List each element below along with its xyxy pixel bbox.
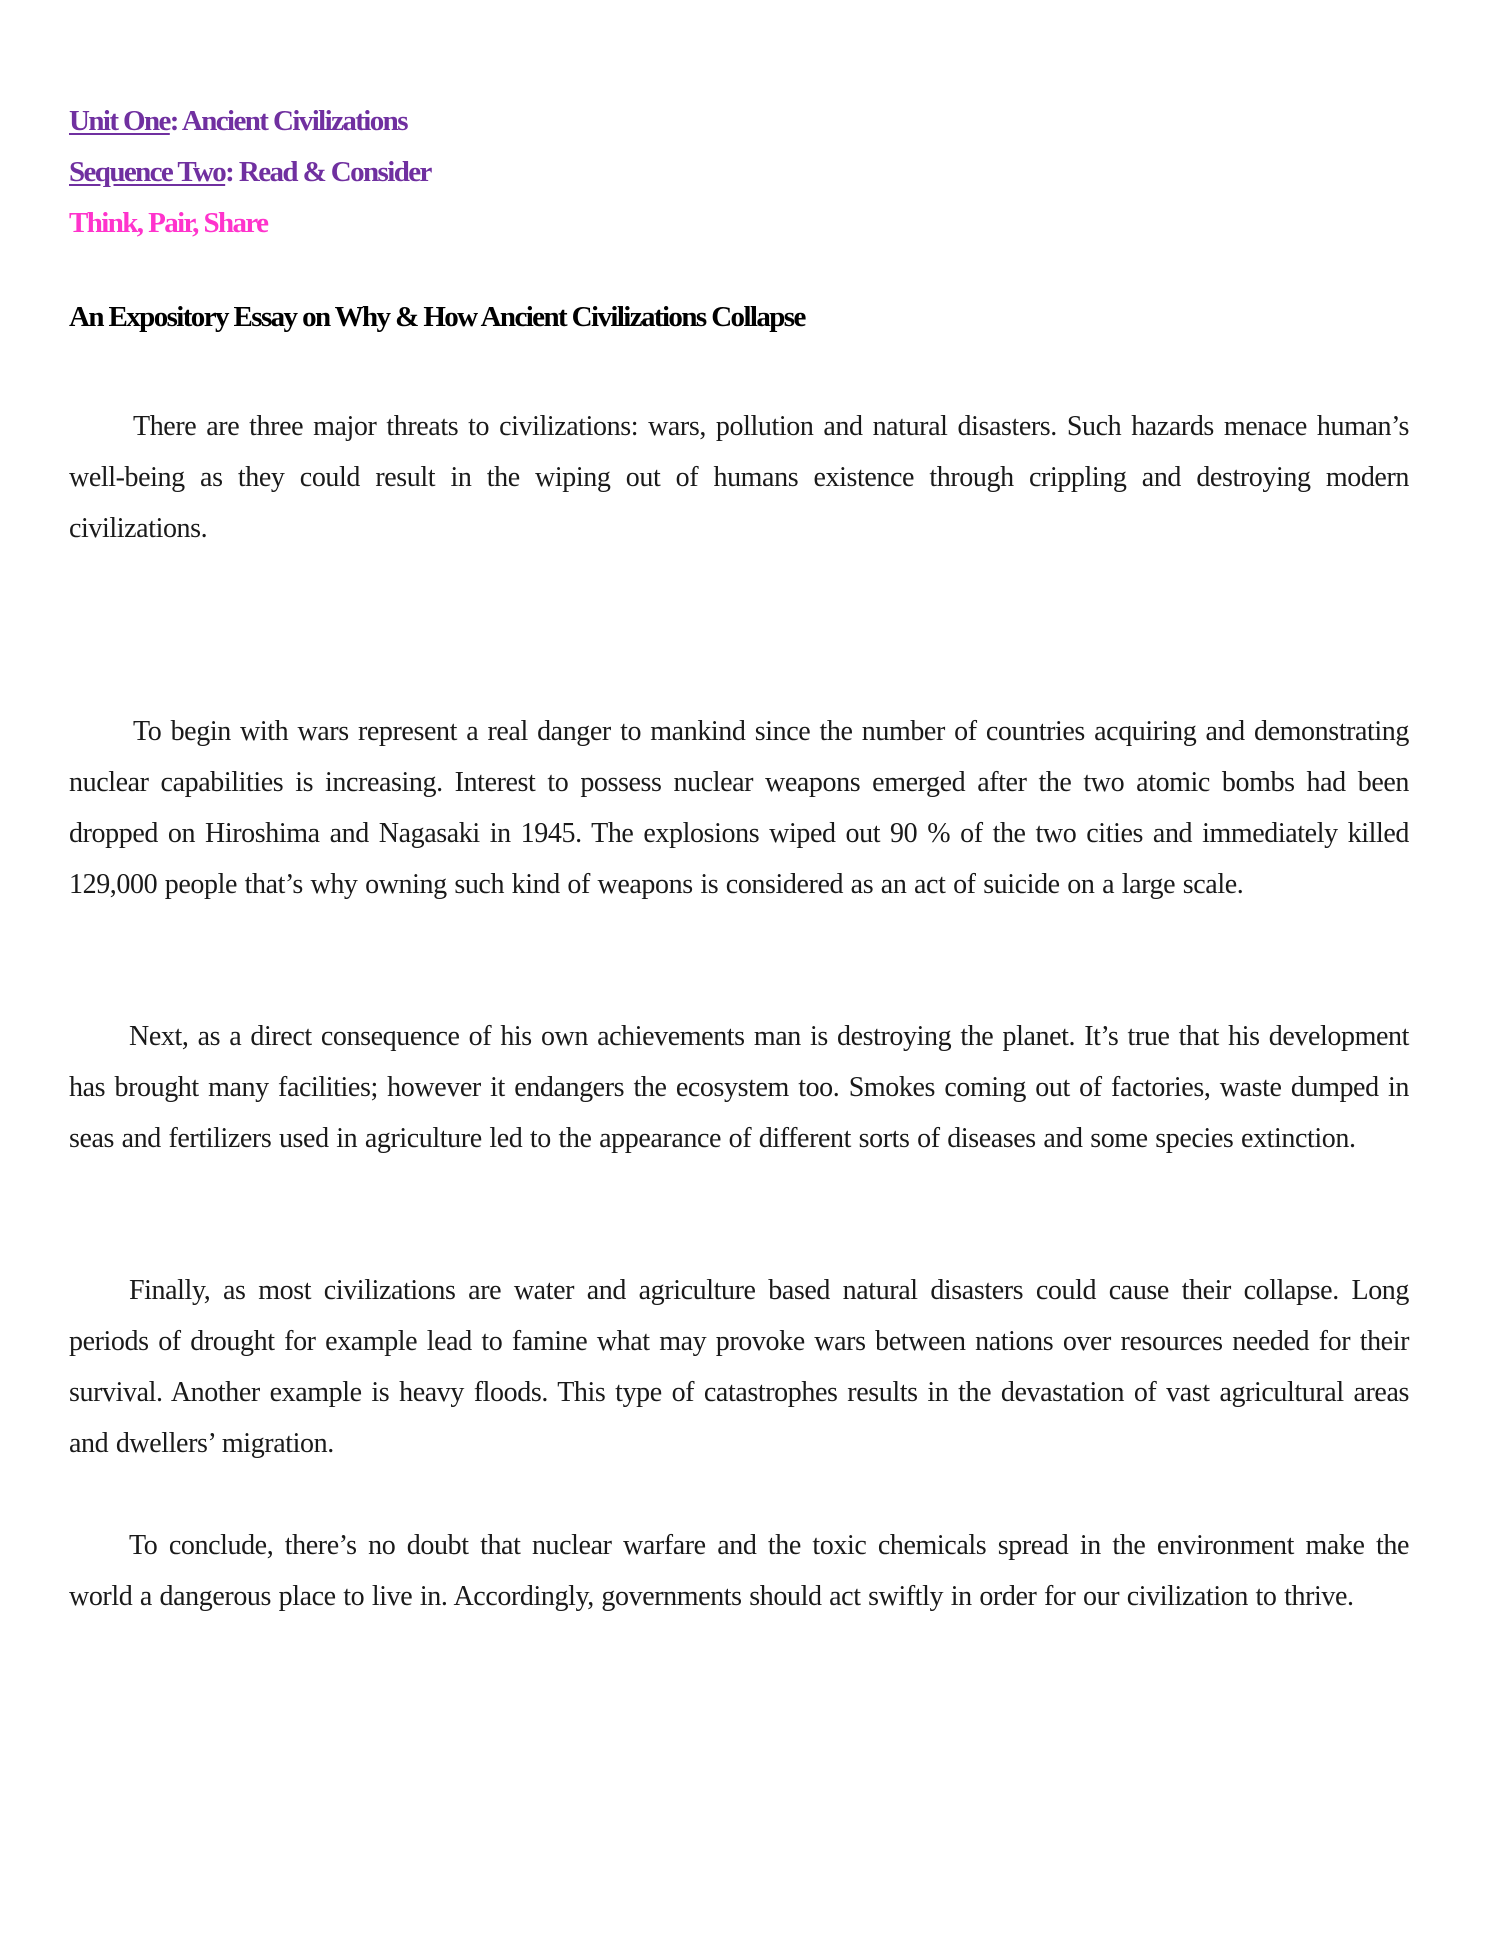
document-page: [69, 96, 1409, 1612]
essay-paragraph-disasters: Finally, as most civilizations are water and agriculture based natural disasters could cause their collapse. Long periods of drought for example lead to famine what may provoke wars between nations over resources needed for their survival. Another example is heavy floods. This type of catastrophes results in the devastation of vast agricultural areas and dwellers’ migration.: [69, 1275, 1409, 1459]
unit-heading: [69, 96, 1409, 147]
sequence-title: : Read & Consider: [225, 156, 431, 188]
unit-label: Unit One: [69, 105, 170, 137]
sequence-label: Sequence Two: [69, 156, 226, 188]
activity-heading: Think, Pair, Share: [69, 207, 268, 239]
essay-paragraph-intro: There are three major threats to civilizations: wars, pollution and natural disasters. Such hazards menace human’s well-being as they could result in the wiping out of humans existence through crippling and destroying modern civilizations.: [69, 411, 1409, 544]
essay-title: An Expository Essay on Why & How Ancient Civilizations Collapse: [69, 301, 805, 333]
essay-paragraph-wars: To begin with wars represent a real danger to mankind since the number of countries acquiring and demonstrating nuclear capabilities is increasing. Interest to possess nuclear weapons emerged after the two atomic bombs had been dropped on Hiroshima and Nagasaki in 1945. The explosions wiped out 90 % of the two cities and immediately killed 129,000 people that’s why owning such kind of weapons is considered as an act of suicide on a large scale.: [69, 716, 1409, 900]
sequence-heading: [69, 147, 1409, 198]
essay-paragraph-pollution: Next, as a direct consequence of his own achievements man is destroying the planet. It’s true that his development has brought many facilities; however it endangers the ecosystem too. Smokes coming out of factories, waste dumped in seas and fertilizers used in agriculture led to the appearance of different sorts of diseases and some species extinction.: [69, 1021, 1409, 1154]
essay-paragraph-conclusion: To conclude, there’s no doubt that nuclear warfare and the toxic chemicals spread in the environment make the world a dangerous place to live in. Accordingly, governments should act swiftly in order for our civilization to thrive.: [69, 1530, 1409, 1612]
unit-title: : Ancient Civilizations: [169, 105, 407, 137]
